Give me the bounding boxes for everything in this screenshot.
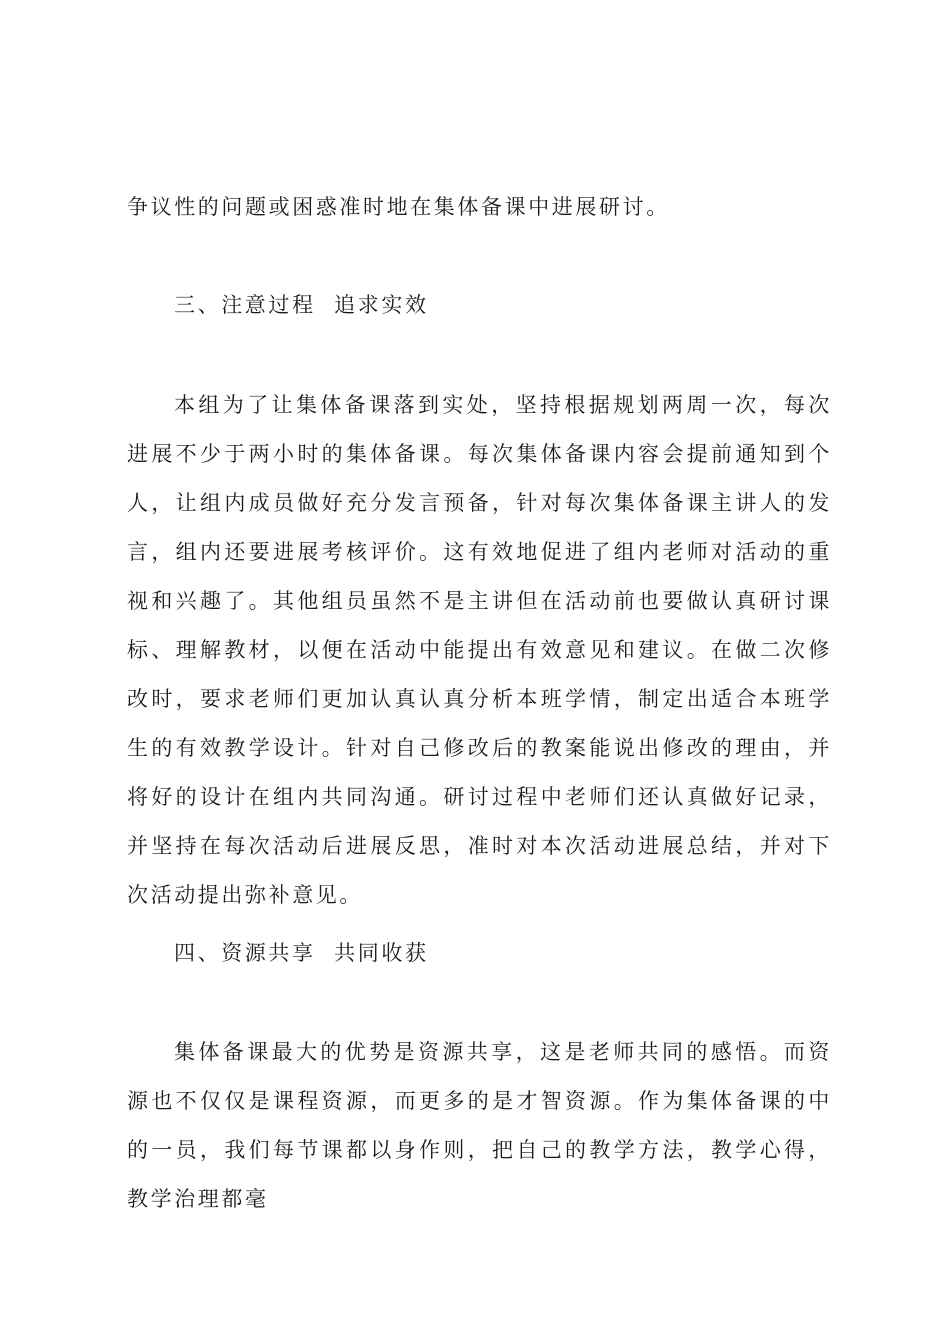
continuation-paragraph: 争议性的问题或困惑准时地在集体备课中进展研讨。 [127,195,670,219]
section-heading-4: 四、资源共享 共同收获 [174,941,429,965]
section-3-paragraph: 本组为了让集体备课落到实处，坚持根据规划两周一次，每次进展不少于两小时的集体备课。每次集体备课内容会提前通知到个人，让组内成员做好充分发言预备，针对每次集体备课主讲人的发言，组内还要进展考核评价。这有效地促进了组内老师对活动的重视和兴趣了。其他组员虽然不是主讲但在活动前也要做认真研讨课标、理解教材，以便在活动中能提出有效意见和建议。在做二次修改时，要求老师们更加认真认真分析本班学情，制定出适合本班学生的有效教学设计。针对自己修改后的教案能说出修改的理由，并将好的设计在组内共同沟通。研讨过程中老师们还认真做好记录，并坚持在每次活动后进展反思，准时对本次活动进展总结，并对下次活动提出弥补意见。 [127,393,832,907]
section-4-paragraph: 集体备课最大的优势是资源共享，这是老师共同的感悟。而资源也不仅仅是课程资源，而更多的是才智资源。作为集体备课的中的一员，我们每节课都以身作则，把自己的教学方法，教学心得，教学治理都毫 [127,1040,832,1211]
section-heading-3: 三、注意过程 追求实效 [174,293,429,317]
